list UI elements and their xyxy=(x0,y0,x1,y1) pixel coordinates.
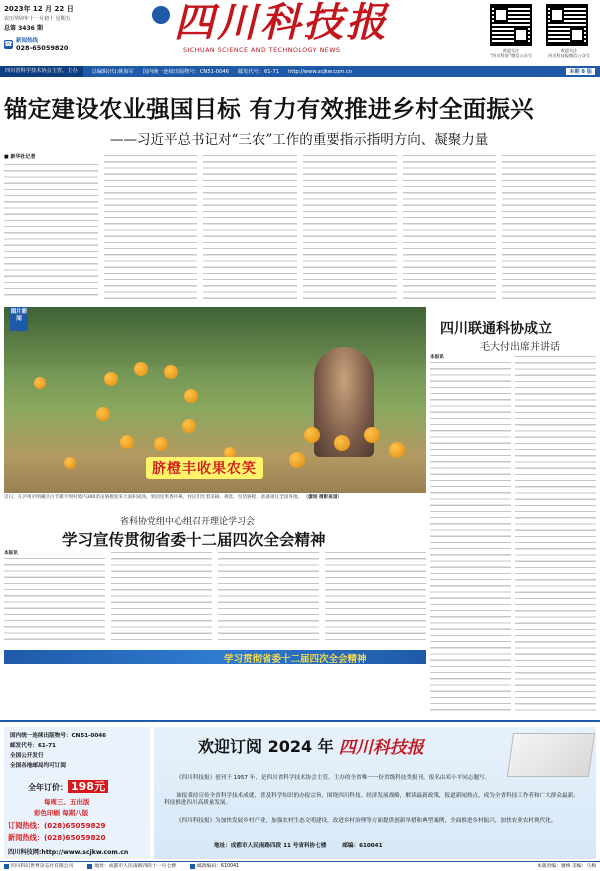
ad-schedule-2: 彩色印刷 每期八版 xyxy=(34,809,89,817)
footer-org-icon xyxy=(4,864,9,869)
photo-credit: （廖刚 摄影报道） xyxy=(303,495,343,500)
hotline-number: 028-65059820 xyxy=(16,44,69,52)
website-link[interactable]: http://www.scjkw.com.cn xyxy=(288,68,353,75)
sidebar-byline: 本报讯 xyxy=(430,355,444,360)
story2-body xyxy=(4,550,426,648)
qr-caption-1: 欢迎关注 “四川科协”微信公众号 xyxy=(489,48,533,58)
qr-code-1[interactable] xyxy=(490,4,532,46)
ad-address: 地址：成都市人民南路四段 11 号省科协七楼 xyxy=(214,843,327,849)
sidebar-story-title: 四川联通科协成立 xyxy=(440,321,552,337)
qr-caption-2: 欢迎关注 四川科技报微信公众号 xyxy=(548,48,590,58)
editor-info: 总编辑(代):姚海军 xyxy=(91,69,134,75)
hotline-label: 新闻热线 xyxy=(16,38,39,44)
ad-subscribe-phone[interactable]: 订阅热线：(028)65059829 xyxy=(8,821,106,830)
ad-postcode: 邮编：610041 xyxy=(342,843,383,849)
lead-subheadline: ——习近平总书记对“三农”工作的重要指示指明方向、凝聚力量 xyxy=(110,132,489,148)
photo-banner: 脐橙丰收果农笑 xyxy=(146,457,263,479)
masthead-meta xyxy=(4,4,144,52)
emblem-icon xyxy=(152,4,172,26)
photo-caption xyxy=(4,495,426,501)
ad-news-phone[interactable]: 新闻热线：(028)65059820 xyxy=(8,833,106,842)
story2-title: 学习宣传贯彻省委十二届四次全会精神 xyxy=(62,530,326,549)
subscription-ad-left xyxy=(4,727,150,859)
sidebar-story-body xyxy=(430,354,596,716)
footer-post-icon xyxy=(190,864,195,869)
issue-date: 2023年 12 月 22 日 xyxy=(4,5,74,13)
ad-price-row xyxy=(28,775,150,794)
section-divider xyxy=(0,720,600,722)
ad-cn: 国内统一连续出版物号：CN51-0046 xyxy=(10,733,106,739)
photo-caption-text: 近日，在泸州市纳溪区白节镇平坝村境内300余亩脐橙迎来大面积成熟，果园里果香扑鼻，村民们忙着采摘、挑选、包装脐橙，准备销往全国各地。 xyxy=(4,495,303,500)
photo-tag-text: 图片新闻 xyxy=(10,309,28,322)
cn-number: 国内统一连续出版物号：CN51-0046 xyxy=(142,69,229,75)
ad-website[interactable]: 四川科技网:http://www.scjkw.com.cn xyxy=(8,849,129,856)
lead-article-body xyxy=(4,153,596,305)
lunar-date: 农历癸卯年十一月初十 星期五 xyxy=(4,16,71,22)
ad-welcome-text: 欢迎订阅 2024 年 xyxy=(198,737,334,756)
byline: ■ 新华社记者 xyxy=(4,154,36,160)
subscription-ad-main xyxy=(154,727,596,859)
ad-newspaper-stack xyxy=(507,733,595,777)
ad-paragraph-3: 《四川科技报》为加快发展乡村产业，加强农村生态文明建设，改进乡村治理等方面提供创新举措和典型案例，全面推进乡村振兴，加快农业农村现代化。 xyxy=(176,818,557,824)
news-photo[interactable] xyxy=(4,307,426,493)
ad-welcome-logo: 四川科技报 xyxy=(338,738,424,758)
sponsor-info: 四川省科学技术协会主管、主办 xyxy=(0,66,83,77)
promo-banner xyxy=(4,650,426,664)
promo-banner-text: 学习贯彻省委十二届四次全会精神 xyxy=(224,654,367,665)
lead-headline: 锚定建设农业强国目标 有力有效推进乡村全面振兴 xyxy=(4,95,534,123)
byline-text: 新华社记者 xyxy=(10,154,36,160)
footer-org: 四川科幻世界杂志社有限公司 xyxy=(11,864,74,869)
ad-paragraph-1: 《四川科技报》创刊于 1957 年，是四川省科学技术协会主管、主办的全省唯一一份省级科技类报刊，报名由邓小平同志题写。 xyxy=(176,775,491,781)
ad-paragraph-2: 该报秉持宣传全省科学技术成就、普及科学知识的办报宗旨，围绕四川科技、经济发展战略，解读最新政策，报道新闻热点，成为全省科技工作者和广大群众最新、科技推进四川高质量发展。 xyxy=(164,793,579,807)
ad-price-label: 全年订价： xyxy=(28,783,68,792)
issue-number: 总第 3436 期 xyxy=(4,25,43,32)
ad-schedule-1: 每周三、五出版 xyxy=(44,798,90,806)
story2-kicker: 省科协党组中心组召开理论学习会 xyxy=(120,517,256,527)
postal-code: 邮发代号：61-71 xyxy=(238,69,280,75)
page-count: 本期 8 版 xyxy=(566,68,595,75)
footer-addr-icon xyxy=(87,864,92,869)
newspaper-logo: 四川科技报 xyxy=(174,0,389,46)
footer-editors: 本版责编：廖梅 美编：马梅 xyxy=(536,864,596,869)
story2-byline: 本报讯 xyxy=(4,551,18,556)
ad-address-row xyxy=(214,841,382,849)
sidebar-story-subtitle: 毛大付出席并讲话 xyxy=(480,342,560,353)
footer-postcode: 邮政编码：610041 xyxy=(196,864,240,869)
qr-code-2[interactable] xyxy=(546,4,588,46)
phone-icon: ☎ xyxy=(4,39,13,48)
newspaper-subtitle: SICHUAN SCIENCE AND TECHNOLOGY NEWS xyxy=(183,47,341,54)
ad-postal: 邮发代号：61-71 xyxy=(10,743,56,749)
hotline-box xyxy=(4,36,144,52)
footer-address: 地址：成都市人民南路四段十一号七楼 xyxy=(94,864,176,869)
ad-welcome xyxy=(198,733,424,758)
ad-shipping: 全国公开发行 xyxy=(10,753,44,759)
ad-price: 198元 xyxy=(68,780,108,793)
ad-postoffice: 全国各地邮局均可订阅 xyxy=(10,763,66,769)
info-bar xyxy=(0,66,600,77)
photo-news-tag xyxy=(10,307,28,331)
